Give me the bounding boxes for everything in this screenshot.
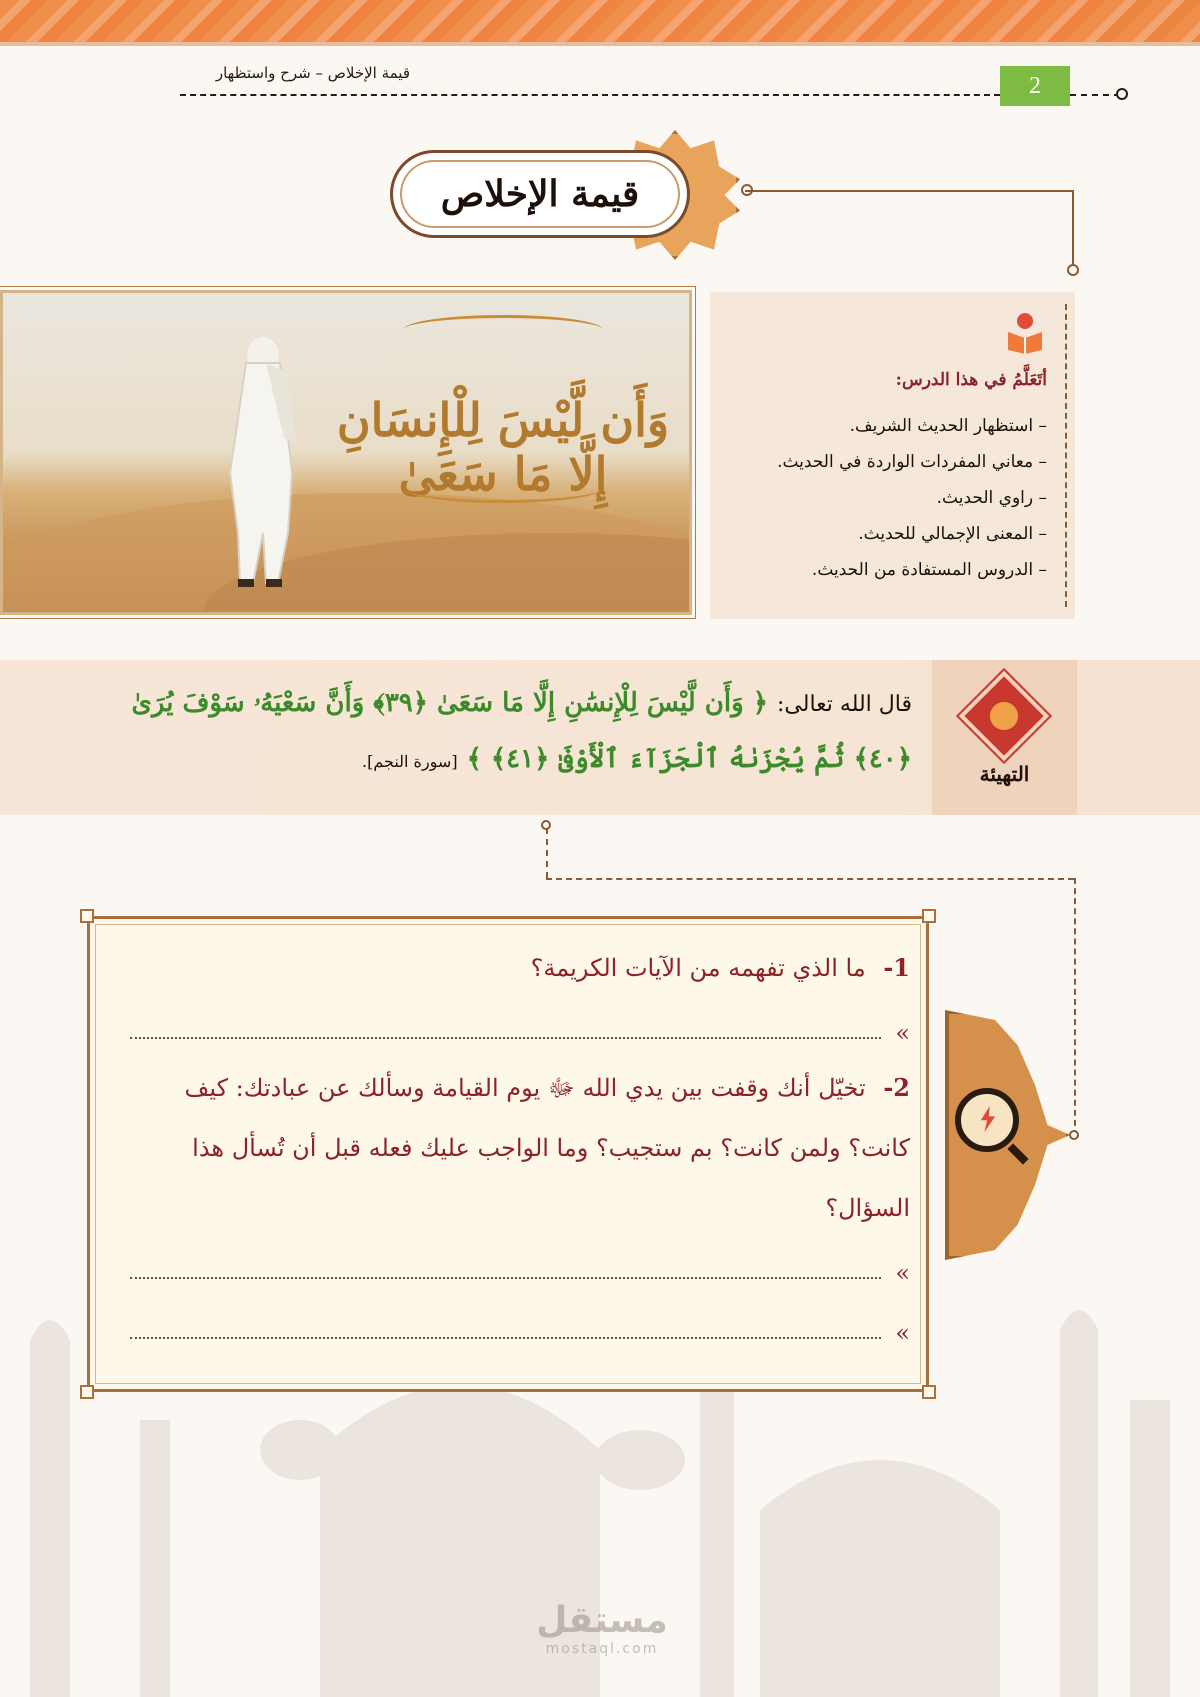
verse-text: ﴿ وَأَن لَّيْسَ لِلْإِنسَٰنِ إِلَّا مَا سَعَىٰ ﴿٣٩﴾ وَأَنَّ سَعْيَهُۥ سَوْفَ يُرَىٰ — [131, 688, 768, 718]
watermark-brand: مستقل — [536, 1600, 668, 1641]
answer-marker: » — [895, 1319, 910, 1347]
connector-vertical — [546, 828, 548, 878]
answer-line[interactable] — [130, 1258, 910, 1288]
surah-reference: [سورة النجم]. — [362, 752, 458, 771]
answer-line[interactable] — [130, 1318, 910, 1348]
mostaql-watermark — [532, 1600, 672, 1657]
lesson-title: قيمة الإخلاص — [440, 173, 640, 215]
dotted-line — [130, 1277, 881, 1279]
question-text: ما الذي تفهمه من الآيات الكريمة؟ — [530, 954, 866, 982]
calligraphy-ornament-bottom — [403, 473, 603, 503]
quran-verse-line-2 — [92, 742, 912, 779]
reader-icon — [1002, 310, 1048, 356]
connector-vertical — [1072, 204, 1074, 266]
list-item: – المعنى الإجمالي للحديث. — [777, 516, 1047, 552]
learn-box-heading: أتَعَلَّمُ في هذا الدرس: — [895, 370, 1047, 390]
list-item: – معاني المفردات الواردة في الحديث. — [777, 444, 1047, 480]
dotted-line — [130, 1337, 881, 1339]
connector-dot — [1067, 264, 1079, 276]
hero-image — [0, 290, 692, 615]
objectives-list — [777, 408, 1047, 588]
frame-corner — [80, 1385, 94, 1399]
walking-man-figure — [208, 333, 308, 593]
tahyia-label: التهيئة — [979, 762, 1030, 786]
bolt-icon — [979, 1106, 997, 1132]
frame-corner — [80, 909, 94, 923]
question-number: 1- — [883, 953, 910, 982]
question-2 — [120, 1058, 910, 1238]
header-divider — [180, 94, 1000, 96]
watermark-url: mostaql.com — [545, 1641, 659, 1657]
learning-objectives-box — [710, 292, 1075, 619]
running-header-title: قيمة الإخلاص – شرح واستظهار — [215, 64, 410, 82]
lesson-title-badge — [390, 130, 740, 260]
hero-calligraphy: وَأَن لَّيْسَ لِلْإِنسَانِ إِلَّا مَا سَعَىٰ — [336, 393, 670, 501]
header-dot — [1116, 88, 1128, 100]
connector-horizontal — [546, 878, 1074, 880]
connector-vertical — [1074, 878, 1076, 1136]
title-pill — [390, 150, 690, 238]
question-number: 2- — [883, 1073, 910, 1102]
list-item: – الدروس المستفادة من الحديث. — [777, 552, 1047, 588]
answer-line[interactable] — [130, 1018, 910, 1048]
question-text: تخيّل أنك وقفت بين يدي الله ﷻ يوم القيامة وسألك عن عبادتك: كيف كانت؟ ولمن كانت؟ بم ستجيب؟ وما الواجب عليك فعله قبل أن تُسأل هذا السؤال؟ — [184, 1074, 910, 1222]
header-divider-right — [1070, 94, 1120, 96]
answer-marker: » — [895, 1019, 910, 1047]
top-decorative-band — [0, 0, 1200, 46]
frame-corner — [922, 909, 936, 923]
list-item: – استظهار الحديث الشريف. — [777, 408, 1047, 444]
calligraphy-ornament-top — [403, 315, 603, 345]
verse-intro: قال الله تعالى: — [777, 692, 912, 717]
title-connector-line — [745, 190, 1055, 192]
dotted-line — [130, 1037, 881, 1039]
answer-marker: » — [895, 1259, 910, 1287]
connector-dot — [1069, 1130, 1079, 1140]
question-1 — [120, 938, 910, 998]
connector-corner — [1050, 190, 1074, 204]
page-number: 2 — [1000, 66, 1070, 106]
learn-box-dashed-border — [1065, 304, 1067, 607]
quran-verse-line-1 — [92, 686, 912, 722]
verse-text: ﴿٤٠﴾ ثُمَّ يُجْزَىٰهُ ٱلْجَزَآءَ ٱلْأَوْفَىٰ ﴿٤١﴾ ﴾ — [466, 744, 912, 774]
search-idea-icon — [955, 1088, 1019, 1152]
frame-corner — [922, 1385, 936, 1399]
list-item: – راوي الحديث. — [777, 480, 1047, 516]
